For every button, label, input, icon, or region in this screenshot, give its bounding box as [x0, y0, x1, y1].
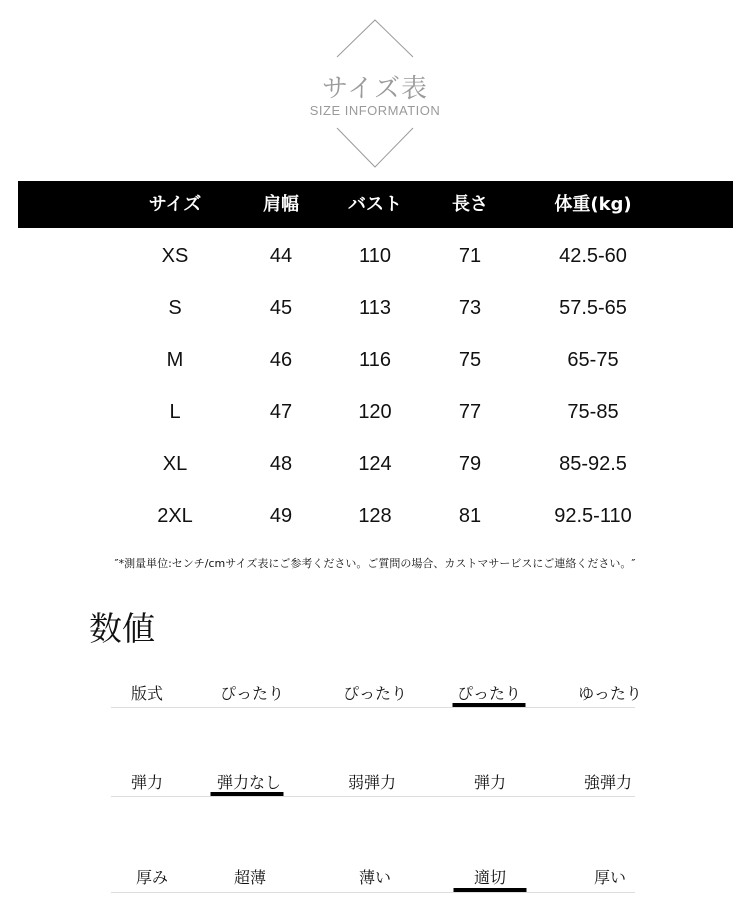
table-cell: 75 — [458, 349, 482, 371]
table-cell: 92.5-110 — [554, 505, 632, 527]
column-header-size: サイズ — [148, 194, 202, 215]
scale-option: 適切 — [473, 868, 507, 887]
header-title: サイズ表 — [322, 74, 428, 104]
table-cell: 75-85 — [567, 401, 619, 423]
scale-label-fit: 版式 — [130, 684, 164, 703]
scale-option: 弾力 — [473, 773, 507, 792]
table-cell: 128 — [358, 505, 392, 527]
column-header-shoulder: 肩幅 — [263, 194, 299, 215]
table-cell: 85-92.5 — [559, 453, 627, 475]
scale-option: 弾力なし — [216, 773, 282, 792]
scale-selected-marker — [454, 888, 527, 892]
table-cell: XL — [162, 453, 188, 475]
table-cell: 71 — [458, 245, 482, 267]
table-cell: 2XL — [157, 505, 193, 527]
scale-line — [111, 892, 635, 893]
column-header-weight: 体重(kg) — [554, 194, 632, 215]
table-cell: 65-75 — [567, 349, 619, 371]
values-section-title: 数値 — [89, 609, 155, 648]
table-cell: 45 — [269, 297, 293, 319]
header-subtitle: SIZE INFORMATION — [309, 103, 441, 118]
table-cell: 79 — [458, 453, 482, 475]
table-cell: S — [168, 297, 182, 319]
scale-option: 超薄 — [233, 868, 267, 887]
table-cell: 44 — [269, 245, 293, 267]
table-cell: L — [169, 401, 181, 423]
table-cell: 110 — [359, 245, 391, 267]
scale-option: ぴったり — [456, 684, 522, 703]
column-header-length: 長さ — [452, 194, 488, 215]
table-cell: 113 — [359, 297, 391, 319]
table-cell: M — [166, 349, 184, 371]
table-cell: 47 — [269, 401, 293, 423]
scale-option: 薄い — [358, 868, 392, 887]
scale-option: ぴったり — [219, 684, 285, 703]
table-cell: 46 — [269, 349, 293, 371]
table-cell: 42.5-60 — [559, 245, 627, 267]
scale-label-elasticity: 弾力 — [130, 773, 164, 792]
table-cell: 77 — [458, 401, 482, 423]
scale-option: ゆったり — [578, 684, 642, 703]
scale-option: 厚い — [593, 868, 627, 887]
table-cell: 73 — [458, 297, 482, 319]
table-cell: 81 — [458, 505, 482, 527]
table-cell: 57.5-65 — [559, 297, 627, 319]
table-cell: XS — [161, 245, 189, 267]
table-cell: 124 — [358, 453, 392, 475]
measurement-note: ″*測量単位:センチ/cmサイズ表にご参考ください。ご質問の場合、カストマサービスにご連絡ください。″ — [114, 557, 636, 570]
table-cell: 116 — [359, 349, 391, 371]
column-header-bust: バスト — [348, 194, 402, 215]
scale-label-thickness: 厚み — [135, 868, 169, 887]
table-cell: 49 — [269, 505, 293, 527]
scale-option: 弱弾力 — [347, 773, 397, 792]
scale-option: ぴったり — [342, 684, 408, 703]
table-cell: 48 — [269, 453, 293, 475]
scale-option: 強弾力 — [583, 773, 633, 792]
table-cell: 120 — [358, 401, 392, 423]
